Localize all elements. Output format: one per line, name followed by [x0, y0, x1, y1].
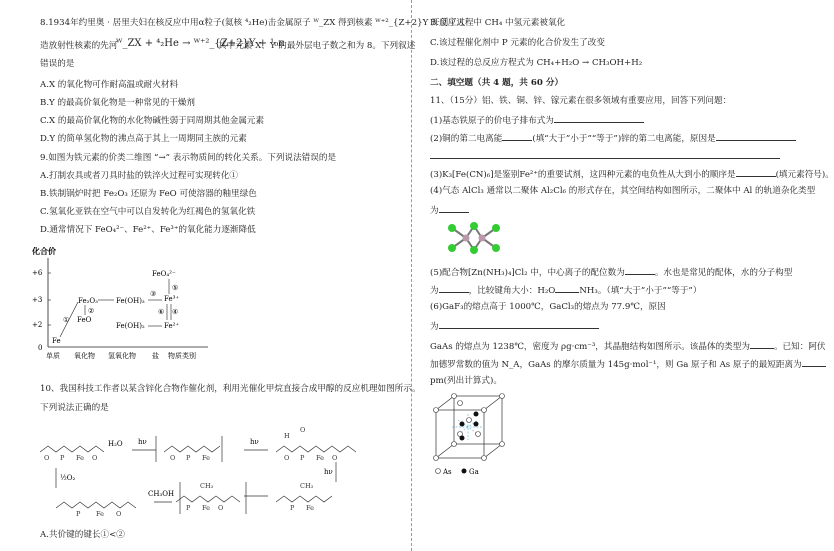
answer-blank[interactable]	[439, 284, 469, 293]
iron-valence-diagram	[30, 244, 220, 364]
q11-part9: pm(列出计算式)。	[430, 376, 502, 386]
svg-text:O: O	[300, 426, 306, 434]
xtick-oxide: 氧化物	[74, 352, 95, 360]
node-feo: FeO	[77, 316, 92, 324]
circle-3: ③	[150, 290, 157, 298]
answer-blank[interactable]	[802, 358, 826, 367]
node-fe: Fe	[52, 337, 61, 345]
al2cl6-structure	[444, 220, 504, 256]
circle-2: ②	[88, 307, 95, 315]
q9-option-c: C.氢氧化亚铁在空气中可以自发转化为红褐色的氢氧化铁	[40, 207, 256, 217]
legend-ga: Ga	[469, 468, 479, 476]
svg-text:O: O	[44, 454, 50, 462]
answer-blank[interactable]	[439, 204, 469, 213]
q8-option-c: C.X 的最高价氧化物的水化物碱性弱于同周期其他金属元素	[40, 116, 265, 126]
svg-text:Fe: Fe	[306, 504, 315, 512]
answer-blank[interactable]	[750, 340, 774, 349]
q11-part6: (6)GaF₃的熔点高于 1000℃，GaCl₃的熔点为 77.9℃，原因	[430, 302, 666, 312]
q8-option-b: B.Y 的最高价氧化物是一种常见的干燥剂	[40, 98, 195, 108]
svg-text:Fe: Fe	[202, 454, 211, 462]
q8-option-d: D.Y 的简单氢化物的沸点高于其上一周期同主族的元素	[40, 134, 247, 144]
svg-text:CH₃: CH₃	[200, 482, 214, 490]
q11-part8: 加德罗常数的值为 N_A，GaAs 的摩尔质量为 145g·mol⁻¹，则 Ga 原子和 As 原子的最短距离为	[430, 358, 826, 371]
gaas-unit-cell	[432, 392, 512, 476]
circle-6: ⑥	[158, 308, 165, 316]
q8-option-a: A.X 的氧化物可作耐高温或耐火材料	[40, 80, 179, 90]
q11-part5b: 为 ，比较键角大小：H₂O NH₃。（填“大于”小于”“等于”）	[430, 286, 702, 296]
q8-equation: ᵂ_ZX + ⁴₂He → ᵂ⁺²_{Z+2}Y + ¹₀n	[116, 38, 285, 49]
node-fe2-ion: Fe²⁺	[164, 322, 180, 330]
q9-option-b: B.铁制锅炉时把 Fe₂O₃ 还原为 FeO 可使溶器的釉里绿色	[40, 189, 257, 199]
q8-line2b: 其中元素 X、Y 的最外层电子数之和为 8。下列叙述	[218, 41, 416, 51]
label-hv-3: hν	[324, 468, 333, 476]
xtick-element: 单质	[46, 352, 60, 360]
q11-part5: (5)配合物[Zn(NH₃)₄]Cl₂ 中，中心离子的配位数为 。水也是常见的配体，水的分子构型	[430, 268, 793, 278]
svg-text:Fe: Fe	[96, 510, 105, 518]
svg-text:Fe: Fe	[202, 504, 211, 512]
q8-line2a: 造放射性核素的先河	[40, 41, 118, 51]
q11-part1: (1)基态铁原子的价电子排布式为	[430, 114, 644, 127]
section-heading: 二、填空题（共 4 题，共 60 分）	[430, 78, 564, 88]
answer-blank[interactable]	[439, 320, 599, 329]
svg-text:Fe: Fe	[76, 454, 85, 462]
circle-4: ④	[172, 308, 179, 316]
svg-text:CH₃: CH₃	[300, 482, 314, 490]
q10-line2: 下列说法正确的是	[40, 403, 109, 413]
legend-as: As	[443, 468, 452, 476]
q11-part6b: 为	[430, 320, 599, 333]
svg-text:O: O	[170, 454, 176, 462]
ytick-plus3: +3	[32, 296, 43, 304]
q11-part4: (4)气态 AlCl₃ 通常以二聚体 Al₂Cl₆ 的形式存在，其空间结构如图所示，二聚体中 Al 的轨道杂化类型	[430, 186, 816, 196]
label-h2o: H₂O	[108, 440, 123, 448]
q11-intro: 11、（15分）铝、铁、铜、锌、镓元素在很多领域有重要应用，回答下列问题：	[430, 96, 732, 106]
q9-line1: 9.如图为铁元素的价类二维图 “→” 表示物质间的转化关系。下列说法错误的是	[40, 153, 337, 163]
label-hv-1: hν	[138, 438, 147, 446]
mechanism-diagram	[36, 418, 406, 526]
xtick-salt: 盐	[152, 352, 159, 360]
xtick-hydroxide: 氢氧化物	[108, 352, 136, 360]
svg-text:P: P	[60, 454, 65, 462]
q10-option-c: C.该过程催化剂中 P 元素的化合价发生了改变	[430, 38, 605, 48]
svg-text:P: P	[300, 454, 305, 462]
ytick-zero: 0	[38, 344, 43, 352]
answer-blank[interactable]	[625, 266, 655, 275]
node-fe-oh-3: Fe(OH)₃	[116, 297, 145, 305]
answer-blank[interactable]	[554, 114, 644, 123]
circle-1: ①	[63, 316, 70, 324]
node-fe-oh-2: Fe(OH)₂	[116, 322, 145, 330]
q8-line3: 错误的是	[40, 59, 75, 69]
label-ch3oh: CH₃OH	[148, 490, 175, 498]
q11-part2-line	[430, 150, 780, 163]
q9-option-a: A.打制农具或者刀具时盐的铁淬火过程可实现转化①	[40, 171, 239, 181]
circle-5: ⑤	[172, 284, 179, 292]
svg-text:O: O	[284, 454, 290, 462]
q10-option-a: A.共价键的键长①<②	[40, 530, 125, 540]
answer-blank[interactable]	[716, 132, 796, 141]
answer-blank[interactable]	[736, 168, 776, 177]
svg-text:O: O	[218, 504, 224, 512]
q9-option-d: D.通常情况下 FeO₄²⁻、Fe²⁺、Fe³⁺的氧化能力逐渐降低	[40, 225, 256, 235]
answer-blank[interactable]	[430, 150, 780, 159]
node-feo4: FeO₄²⁻	[152, 270, 176, 278]
node-fe2o3: Fe₂O₃	[78, 297, 98, 305]
q10-option-d: D.该过程的总反应方程式为 CH₄+H₂O → CH₃OH+H₂	[430, 58, 643, 68]
ytick-plus2: +2	[32, 321, 43, 329]
svg-text:O: O	[332, 454, 338, 462]
svg-text:P: P	[186, 454, 191, 462]
svg-text:Fe: Fe	[316, 454, 325, 462]
svg-text:P: P	[290, 504, 295, 512]
ytick-plus6: +6	[32, 269, 43, 277]
q8-line1: 8.1934年约里奥 · 居里夫妇在核反应中用α粒子(氦核 ⁴₂He)击金属原子 ᵂ_ZX 得到核素 ᵂ⁺²_{Z+2}Y 开创了人	[40, 18, 466, 28]
label-half-o2: ½O₂	[60, 474, 76, 482]
node-fe3-ion: Fe³⁺	[164, 295, 180, 303]
q11-part3: (3)K₃[Fe(CN)₆]是鉴别Fe²⁺的重要试剂，这四种元素的电负性从大到小的顺序是 (填元素符号)。	[430, 170, 834, 180]
svg-text:O: O	[116, 510, 122, 518]
q10-line1: 10、我国科技工作者以某含锌化合物作催化剂，利用光催化甲烷直接合成甲醇的反应机理如图所示。	[40, 384, 421, 394]
svg-text:H: H	[284, 432, 290, 440]
svg-text:P: P	[186, 504, 191, 512]
svg-text:O: O	[92, 454, 98, 462]
xtick-category: 物质类别	[168, 352, 196, 360]
q11-part4b: 为	[430, 204, 469, 217]
right-column	[412, 0, 834, 551]
q10-option-b: B.反应过程中 CH₄ 中氢元素被氧化	[430, 18, 566, 28]
q11-part7: GaAs 的熔点为 1238℃，密度为 ρg·cm⁻³，其晶胞结构如图所示。该晶体的类型为 。已知：阿伏	[430, 342, 826, 352]
svg-text:P: P	[76, 510, 81, 518]
diagram-ylabel: 化合价	[32, 246, 56, 256]
q11-part2: (2)铜的第二电离能 (填“大于”小于”“等于”)锌的第二电离能，原因是	[430, 132, 796, 145]
label-hv-2: hν	[250, 438, 259, 446]
answer-blank[interactable]	[555, 284, 579, 293]
answer-blank[interactable]	[502, 132, 532, 141]
